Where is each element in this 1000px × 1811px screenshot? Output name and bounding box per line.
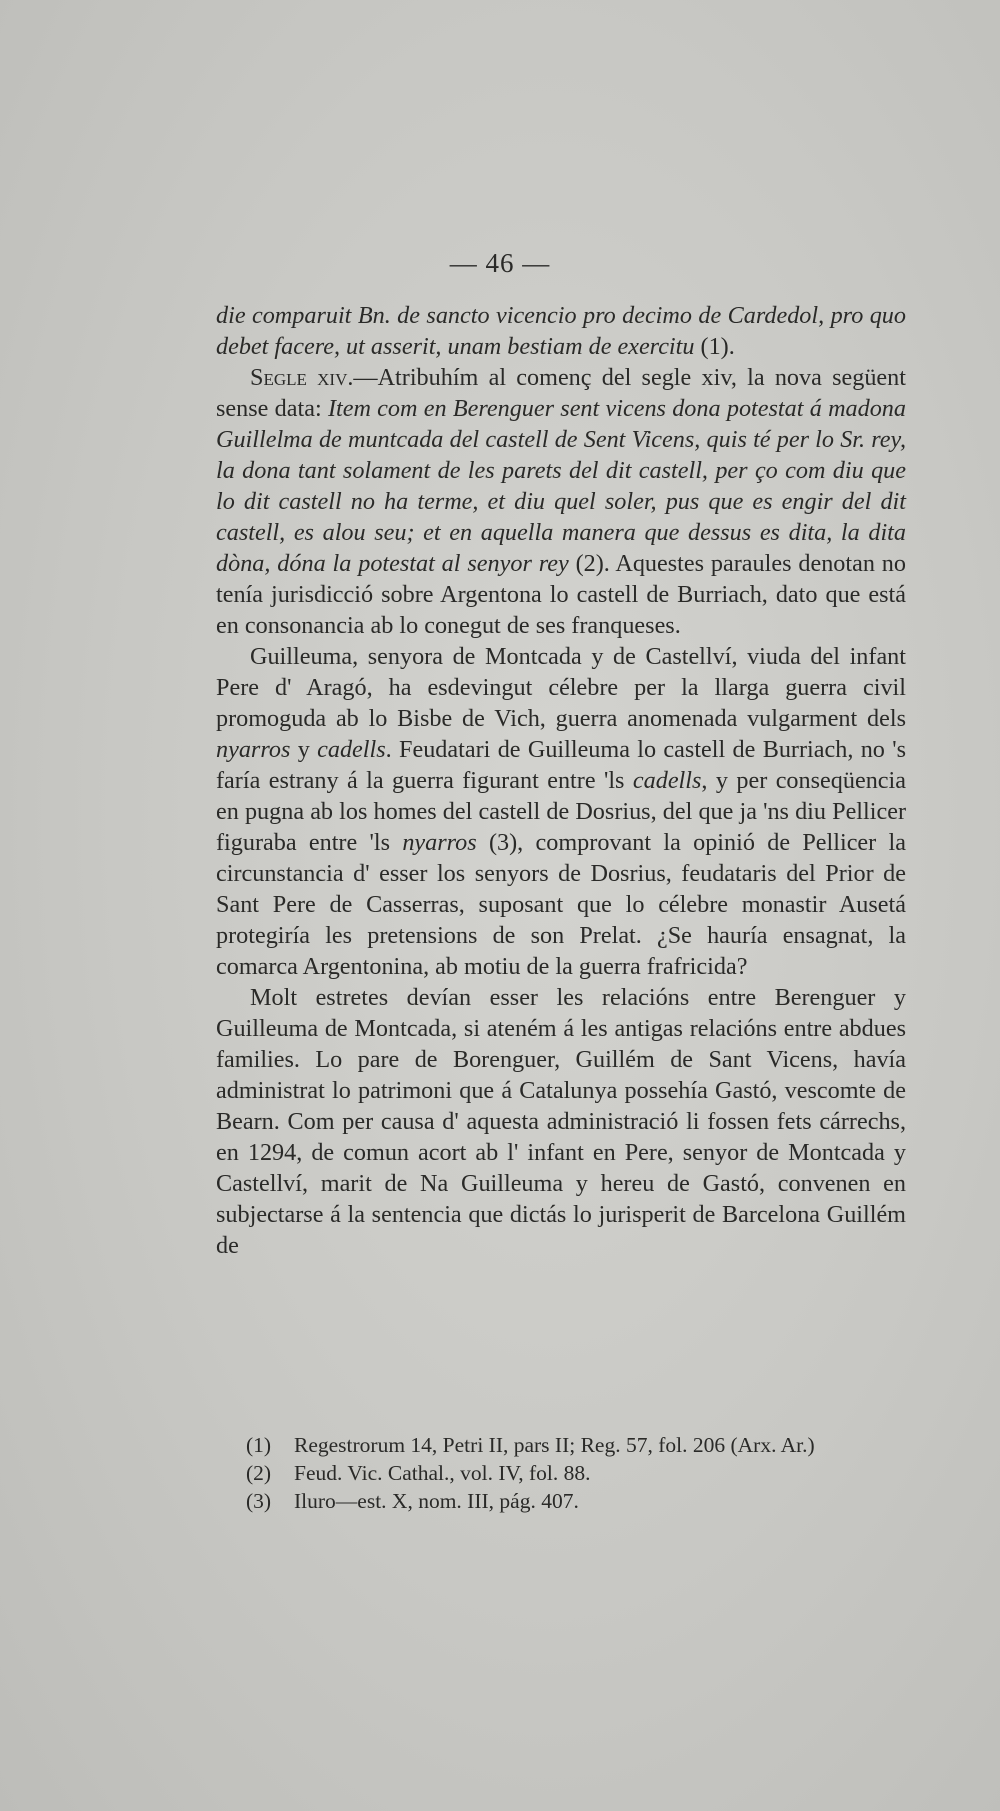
text-segment: (3), comprovant la opinió de Pellicer la circunstancia d' esser los senyors de Dosrius, feudataris del Prior de Sant Pere de Casserras, suposant que lo célebre monastir Ausetá protegiría les pretensions de son Prelat. ¿Se hauría ensagnat, la comarca Argentonina, ab motiu de la guerra frafricida? xyxy=(216,829,906,980)
footnote-text: Feud. Vic. Cathal., vol. IV, fol. 88. xyxy=(294,1461,591,1485)
text-segment: , y per conseqüencia en pugna ab los homes del castell de Dosrius, del que ja 'ns diu Pellicer figuraba entre 'ls xyxy=(216,767,906,856)
text-segment: Guilleuma, senyora de Montcada y de Castellví, viuda del infant Pere d' Aragó, ha esdevingut célebre per la llarga guerra civil promoguda ab lo Bisbe de Vich, guerra anomenada vulgarment dels xyxy=(216,643,906,732)
section-heading: Segle xiv xyxy=(250,364,348,391)
paragraph xyxy=(216,982,906,1261)
footnote xyxy=(246,1459,906,1487)
paragraph xyxy=(216,362,906,641)
text-segment: . Feudatari de Guilleuma lo castell de Burriach, no 's faría estrany á la guerra figurant entre 'ls xyxy=(216,736,906,794)
footnote xyxy=(246,1431,906,1459)
page-number: — 46 — xyxy=(449,248,551,278)
text-segment: y xyxy=(290,736,318,763)
italic-text: nyarros xyxy=(216,736,291,763)
footnote-text: Iluro—est. X, nom. III, pág. 407. xyxy=(294,1489,579,1513)
footnote-marker: (2) xyxy=(246,1461,272,1485)
italic-text: Item com en Berenguer sent vicens dona potestat á madona Guillelma de muntcada del castell de Sent Vicens, quis té per lo Sr. rey, la dona tant solament de les parets del dit castell, per ço com diu que lo dit castell no ha terme, et diu quel soler, pus que es engir del dit castell, es alou seu; et en aquella manera que dessus es dita, la dita dòna, dóna la potestat al senyor rey xyxy=(216,395,906,577)
footnote xyxy=(246,1487,906,1515)
text-segment: Molt estretes devían esser les relacións entre Berenguer y Guilleuma de Montcada, si ateném á les antigas relacións entre abdues families. Lo pare de Borenguer, Guillém de Sant Vicens, havía administrat lo patrimoni que á Catalunya possehía Gastó, vescomte de Bearn. Com per causa d' aquesta administració li fossen fets cárrechs, en 1294, de comun acort ab l' infant en Pere, senyor de Montcada y Castellví, marit de Na Guilleuma y hereu de Gastó, convenen en subjectarse á la sentencia que dictás lo jurisperit de Barcelona Guillém de xyxy=(216,984,906,1259)
footnote-text: Regestrorum 14, Petri II, pars II; Reg. 57, fol. 206 (Arx. Ar.) xyxy=(294,1433,815,1457)
text-segment: .—Atribuhím al començ del segle xiv, la nova següent sense data: xyxy=(216,364,906,422)
footnote-ref: (1). xyxy=(694,333,735,360)
body-text xyxy=(216,300,906,1261)
footnotes xyxy=(246,1431,906,1515)
italic-text: cadells xyxy=(317,736,386,763)
text-segment: (2). Aquestes paraules denotan no tenía jurisdicció sobre Argentona lo castell de Burriach, dato que está en consonancia ab lo conegut de ses franqueses. xyxy=(216,550,906,639)
footnote-marker: (1) xyxy=(246,1433,272,1457)
italic-text: cadells xyxy=(632,767,702,794)
italic-text: nyarros xyxy=(402,829,477,856)
italic-text: die comparuit Bn. de sancto vicencio pro decimo de Cardedol, pro quo debet facere, ut asserit, unam bestiam de exercitu xyxy=(216,302,906,360)
footnote-marker: (3) xyxy=(246,1489,272,1513)
paragraph xyxy=(216,300,906,362)
paragraph xyxy=(216,641,906,982)
